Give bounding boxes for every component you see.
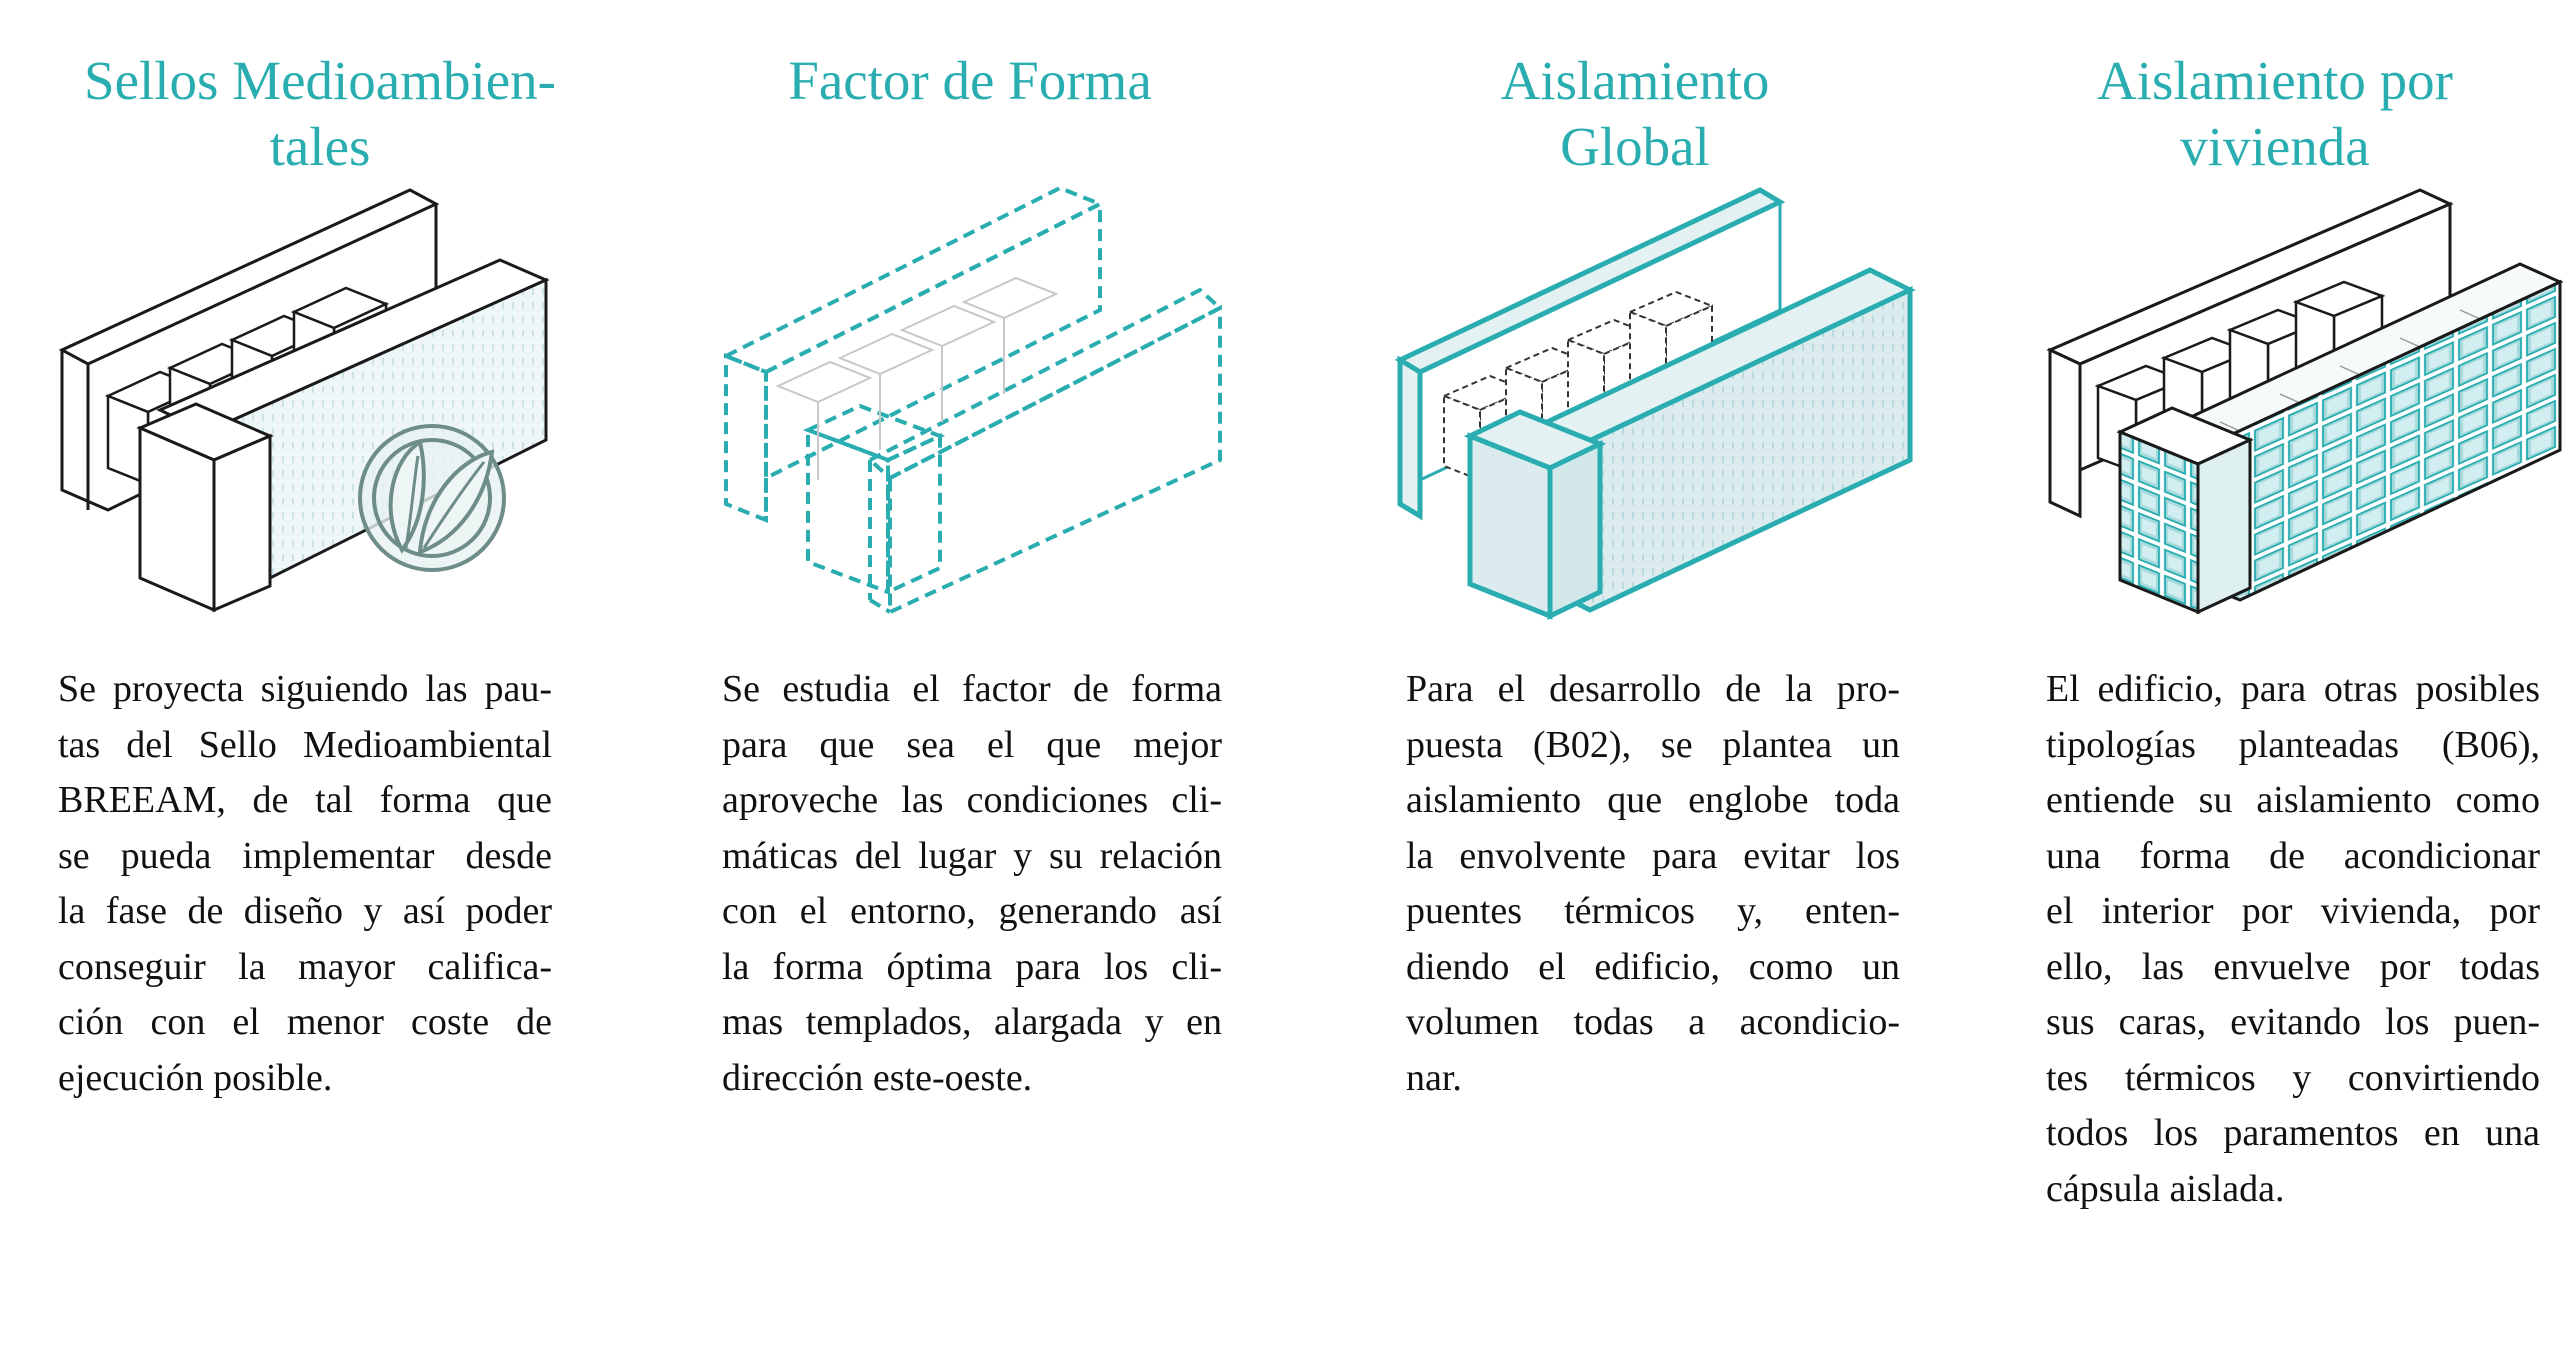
title-line: Global (1560, 116, 1710, 177)
text-line: se pueda implementar desde (58, 834, 552, 877)
text-line: mas templados, alargada y en (722, 1001, 1222, 1043)
text-line: ello, las envuelve por todas (2046, 945, 2540, 988)
leaf-seal-building-icon (0, 160, 640, 640)
text-line: ción con el menor coste de (58, 1001, 552, 1043)
title-factor (660, 48, 1280, 114)
description-factor (722, 662, 1222, 1106)
text-line: máticas del lugar y su relación (722, 834, 1222, 877)
text-line: Se estudia el factor de forma (722, 668, 1222, 710)
text-line: tas del Sello Medioambiental (58, 723, 552, 766)
description-sellos (58, 662, 552, 1106)
text-line: para que sea el que mejor (722, 723, 1222, 766)
title-line: Sellos Medioambien- (83, 50, 556, 111)
dashed-volume-building-icon (660, 160, 1300, 640)
text-line: aproveche las condiciones cli- (722, 779, 1222, 821)
text-line: puentes térmicos y, enten- (1406, 890, 1900, 932)
text-line: aislamiento que englobe toda (1406, 779, 1900, 821)
text-line: la forma óptima para los cli- (722, 945, 1222, 988)
text-line: puesta (B02), se plantea un (1406, 723, 1900, 766)
text-line: con el entorno, generando así (722, 890, 1222, 932)
text-line: la fase de diseño y así poder (58, 890, 552, 932)
title-line: Aislamiento (1500, 50, 1770, 111)
text-line: entiende su aislamiento como (2046, 779, 2540, 821)
text-line: dirección este-oeste. (722, 1056, 1033, 1099)
title-line: Aislamiento por (2097, 50, 2453, 111)
text-line: una forma de acondicionar (2046, 834, 2540, 877)
text-line: el interior por vivienda, por (2046, 890, 2540, 932)
text-line: conseguir la mayor califica- (58, 945, 552, 988)
text-line: volumen todas a acondicio- (1406, 1001, 1900, 1043)
text-line: diendo el edificio, como un (1406, 945, 1900, 988)
text-line: la envolvente para evitar los (1406, 834, 1900, 877)
text-line: El edificio, para otras posibles (2046, 668, 2540, 710)
title-line: tales (269, 116, 371, 177)
text-line: ejecución posible. (58, 1056, 333, 1099)
text-line: Se proyecta siguiendo las pau- (58, 668, 552, 710)
text-line: todos los paramentos en una (2046, 1112, 2540, 1154)
text-line: cápsula aislada. (2046, 1167, 2285, 1210)
title-line: Factor de Forma (788, 50, 1152, 111)
text-line: tes térmicos y convirtiendo (2046, 1056, 2540, 1099)
text-line: tipologías planteadas (B06), (2046, 723, 2540, 766)
description-vivienda (2046, 662, 2540, 1217)
global-insulation-building-icon (1320, 160, 1960, 640)
text-line: BREEAM, de tal forma que (58, 779, 552, 821)
text-line: sus caras, evitando los puen- (2046, 1001, 2540, 1043)
title-line: vivienda (2180, 116, 2370, 177)
text-line: nar. (1406, 1056, 1462, 1099)
text-line: Para el desarrollo de la pro- (1406, 668, 1900, 710)
cellular-insulation-building-icon (1980, 160, 2576, 640)
description-global (1406, 662, 1900, 1106)
